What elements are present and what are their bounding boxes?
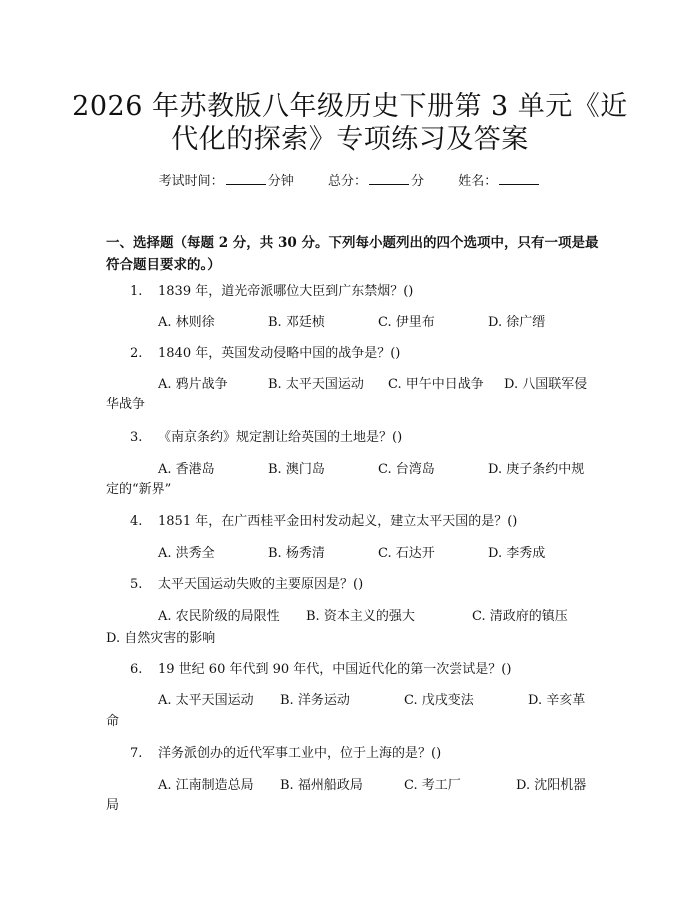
option-a[interactable]: A. 香港岛 xyxy=(158,462,215,477)
option-c[interactable]: C. 甲午中日战争 xyxy=(388,377,484,392)
question-number: 7. xyxy=(130,746,143,761)
question-text: 洋务派创办的近代军事工业中，位于上海的是？() xyxy=(158,746,442,761)
option-c[interactable]: C. 伊里布 xyxy=(378,315,435,330)
option-b[interactable]: B. 洋务运动 xyxy=(280,693,350,708)
question-1 xyxy=(130,283,413,301)
question-text: 19 世纪 60 年代到 90 年代，中国近代化的第一次尝试是？() xyxy=(158,662,512,677)
question-text: 《南京条约》规定割让给英国的土地是？() xyxy=(158,430,403,445)
score-blank[interactable] xyxy=(369,172,409,185)
option-d[interactable]: D. 辛亥革 xyxy=(528,693,586,708)
option-a[interactable]: A. 鸦片战争 xyxy=(158,377,228,392)
option-c[interactable]: C. 台湾岛 xyxy=(378,462,435,477)
score-label: 总分： xyxy=(327,174,367,189)
option-b[interactable]: B. 邓廷桢 xyxy=(268,315,325,330)
section-heading: 一、选择题（每题 2 分，共 30 分。下列每小题列出的四个选项中，只有一项是最符合题目要求的。） xyxy=(106,235,599,273)
option-d[interactable]: D. 徐广缙 xyxy=(488,315,546,330)
option-continuation: 命 xyxy=(106,714,120,729)
option-b[interactable]: B. 澳门岛 xyxy=(268,462,325,477)
question-2 xyxy=(130,345,400,363)
question-number: 3. xyxy=(130,430,143,445)
score-unit: 分 xyxy=(411,174,425,189)
option-b[interactable]: B. 资本主义的强大 xyxy=(306,609,415,624)
question-text: 1851 年，在广西桂平金田村发动起义，建立太平天国的是？() xyxy=(158,514,518,529)
question-6 xyxy=(130,661,511,679)
option-b[interactable]: B. 太平天国运动 xyxy=(268,377,364,392)
option-d[interactable]: D. 自然灾害的影响 xyxy=(106,631,216,646)
name-blank[interactable] xyxy=(499,172,539,185)
question-4 xyxy=(130,513,517,531)
question-number: 6. xyxy=(130,662,143,677)
option-d[interactable]: D. 庚子条约中规 xyxy=(488,462,585,477)
option-a[interactable]: A. 林则徐 xyxy=(158,315,215,330)
question-number: 5. xyxy=(130,577,143,592)
question-number: 1. xyxy=(130,284,143,299)
question-text: 1839 年，道光帝派哪位大臣到广东禁烟？() xyxy=(158,284,414,299)
question-number: 4. xyxy=(130,514,143,529)
time-label: 考试时间： xyxy=(158,174,224,189)
option-d[interactable]: D. 沈阳机器 xyxy=(516,778,587,793)
option-a[interactable]: A. 洪秀全 xyxy=(158,546,215,561)
option-b[interactable]: B. 福州船政局 xyxy=(280,778,363,793)
option-continuation: 定的“新界” xyxy=(106,482,172,497)
question-5 xyxy=(130,576,363,594)
question-7 xyxy=(130,745,441,763)
option-a[interactable]: A. 江南制造总局 xyxy=(158,778,254,793)
question-number: 2. xyxy=(130,346,143,361)
option-c[interactable]: C. 清政府的镇压 xyxy=(472,609,568,624)
option-c[interactable]: C. 石达开 xyxy=(378,546,435,561)
time-blank[interactable] xyxy=(226,172,266,185)
option-d[interactable]: D. 八国联军侵 xyxy=(504,377,588,392)
exam-info xyxy=(0,170,700,189)
question-3 xyxy=(130,429,402,447)
question-text: 1840 年，英国发动侵略中国的战争是？() xyxy=(158,346,401,361)
question-text: 太平天国运动失败的主要原因是？() xyxy=(158,577,364,592)
option-c[interactable]: C. 考工厂 xyxy=(404,778,461,793)
name-label: 姓名： xyxy=(458,174,498,189)
title-line-2: 代化的探索》专项练习及答案 xyxy=(171,124,529,155)
time-unit: 分钟 xyxy=(267,174,294,189)
option-d[interactable]: D. 李秀成 xyxy=(488,546,546,561)
title-line-1: 2026 年苏教版八年级历史下册第 3 单元《近 xyxy=(72,91,628,122)
option-continuation: 华战争 xyxy=(106,397,146,412)
option-continuation: 局 xyxy=(106,798,120,813)
option-b[interactable]: B. 杨秀清 xyxy=(268,546,325,561)
option-c[interactable]: C. 戊戌变法 xyxy=(404,693,474,708)
option-a[interactable]: A. 农民阶级的局限性 xyxy=(158,609,280,624)
option-a[interactable]: A. 太平天国运动 xyxy=(158,693,254,708)
